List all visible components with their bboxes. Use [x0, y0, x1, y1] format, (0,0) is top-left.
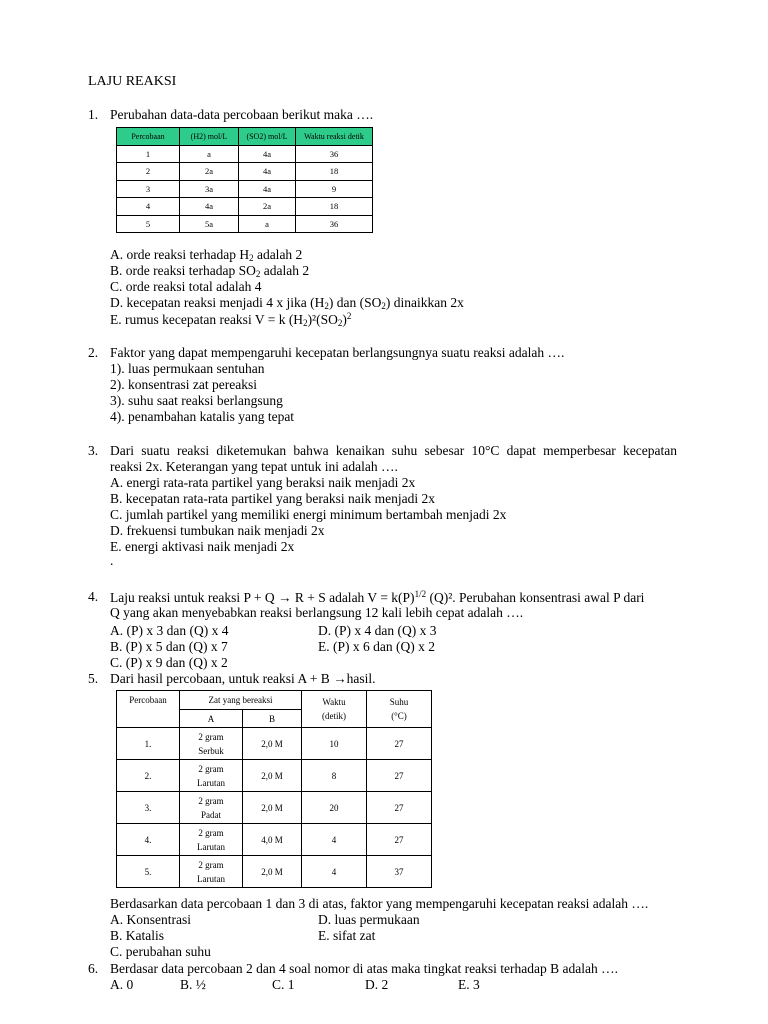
- table-cell: 9: [296, 180, 373, 198]
- q1-option-d: [110, 295, 464, 311]
- table-cell: 3: [117, 180, 180, 198]
- q6-option-b: B. ½: [180, 977, 206, 992]
- table-cell: 27: [367, 728, 432, 760]
- q6-number: 6.: [88, 961, 99, 976]
- q5-header-suhu-label: Suhu: [389, 697, 409, 707]
- table-cell: 1.: [117, 728, 180, 760]
- table-cell: 4a: [239, 163, 296, 181]
- table-cell: 2: [117, 163, 180, 181]
- q4-text-line1-end: (Q)². Perubahan konsentrasi awal P dari: [426, 590, 645, 605]
- q5-header-waktu-label: Waktu: [322, 697, 346, 707]
- q2-item-1: 1). luas permukaan sentuhan: [110, 361, 265, 376]
- table-row: [117, 728, 432, 760]
- q5-option-a: A. Konsentrasi: [110, 912, 191, 927]
- q1-header-h2: (H2) mol/L: [180, 128, 239, 146]
- table-cell: 4a: [239, 180, 296, 198]
- table-cell: 2a: [239, 198, 296, 216]
- q2-text: Faktor yang dapat mempengaruhi kecepatan berlangsungnya suatu reaksi adalah ….: [110, 345, 565, 360]
- table-cell: 18: [296, 163, 373, 181]
- table-cell: 4: [302, 856, 367, 888]
- table-cell: [180, 824, 243, 856]
- q3-option-d: D. frekuensi tumbukan naik menjadi 2x: [110, 523, 325, 538]
- q1-option-c: C. orde reaksi total adalah 4: [110, 279, 262, 294]
- q2-number: 2.: [88, 345, 99, 360]
- table-cell: 4a: [180, 198, 239, 216]
- superscript: 2: [346, 311, 352, 321]
- table-cell: 4: [302, 824, 367, 856]
- q4-option-e: E. (P) x 6 dan (Q) x 2: [318, 639, 435, 654]
- table-cell: 3.: [117, 792, 180, 824]
- cell-line: Serbuk: [198, 745, 224, 756]
- table-cell: 10: [302, 728, 367, 760]
- q5-option-c: C. perubahan suhu: [110, 944, 211, 959]
- q6-option-a: A. 0: [110, 977, 134, 992]
- q5-header-suhu-unit: (°C): [391, 711, 407, 721]
- q1-option-a-text-end: adalah 2: [253, 247, 303, 262]
- q2-item-3: 3). suhu saat reaksi berlangsung: [110, 393, 283, 408]
- table-row: [117, 180, 373, 198]
- q4-text-line1-start: Laju reaksi untuk reaksi P + Q → R + S adalah V = k(P): [110, 590, 415, 605]
- q1-data-table: [116, 127, 373, 233]
- q3-text-line2: reaksi 2x. Keterangan yang tepat untuk ini adalah ….: [110, 459, 398, 474]
- cell-line: Larutan: [197, 873, 225, 884]
- cell-line: 2 gram: [198, 763, 224, 774]
- subscript: 2: [337, 318, 343, 328]
- table-cell: 27: [367, 824, 432, 856]
- q4-option-a: A. (P) x 3 dan (Q) x 4: [110, 623, 229, 638]
- q4-option-c: C. (P) x 9 dan (Q) x 2: [110, 655, 228, 670]
- table-cell: 2,0 M: [243, 856, 302, 888]
- q1-option-d-text: D. kecepatan reaksi menjadi 4 x jika (H: [110, 295, 325, 310]
- q1-option-d-text-mid: ) dan (SO: [328, 295, 382, 310]
- subscript: 2: [249, 253, 254, 263]
- q5-number: 5.: [88, 671, 99, 686]
- table-cell: 27: [367, 792, 432, 824]
- table-cell: a: [239, 215, 296, 233]
- q1-option-b-text: B. orde reaksi terhadap SO: [110, 263, 256, 278]
- table-row: [117, 760, 432, 792]
- table-cell: 2,0 M: [243, 760, 302, 792]
- table-row: [117, 215, 373, 233]
- cell-line: 2 gram: [198, 795, 224, 806]
- cell-line: 2 gram: [198, 827, 224, 838]
- subscript: 2: [381, 301, 386, 311]
- table-cell: 4: [117, 198, 180, 216]
- table-cell: [180, 792, 243, 824]
- q4-text-line2: Q yang akan menyebabkan reaksi berlangsung 12 kali lebih cepat adalah ….: [110, 605, 524, 620]
- table-cell: 3a: [180, 180, 239, 198]
- q1-header-waktu: Waktu reaksi detik: [296, 128, 373, 146]
- q4-option-b: B. (P) x 5 dan (Q) x 7: [110, 639, 228, 654]
- cell-line: Larutan: [197, 841, 225, 852]
- q3-trailing-dot: .: [110, 553, 114, 568]
- q1-header-percobaan: Percobaan: [117, 128, 180, 146]
- q5-header-b: B: [243, 710, 302, 728]
- q3-option-e: E. energi aktivasi naik menjadi 2x: [110, 539, 295, 554]
- cell-line: Larutan: [197, 777, 225, 788]
- q6-option-d: D. 2: [365, 977, 389, 992]
- q3-option-a: A. energi rata-rata partikel yang beraksi naik menjadi 2x: [110, 475, 416, 490]
- q6-text: Berdasar data percobaan 2 dan 4 soal nomor di atas maka tingkat reaksi terhadap B adalah ….: [110, 961, 618, 976]
- table-cell: 8: [302, 760, 367, 792]
- table-row: [117, 145, 373, 163]
- q5-data-table: [116, 690, 432, 888]
- table-cell: 37: [367, 856, 432, 888]
- table-cell: 4,0 M: [243, 824, 302, 856]
- q5-header-percobaan: Percobaan: [117, 691, 180, 728]
- q5-header-zat: Zat yang bereaksi: [180, 691, 302, 710]
- q5-header-waktu-unit: (detik): [322, 711, 346, 721]
- cell-line: Padat: [201, 809, 221, 820]
- q1-option-a: [110, 247, 302, 263]
- q5-option-b: B. Katalis: [110, 928, 164, 943]
- table-cell: 5.: [117, 856, 180, 888]
- q6-option-c: C. 1: [272, 977, 295, 992]
- subscript: 2: [255, 269, 261, 279]
- table-cell: [180, 856, 243, 888]
- q4-text-line1: [110, 589, 677, 606]
- q5-table-header-row: [117, 691, 432, 710]
- cell-line: 2 gram: [198, 859, 224, 870]
- superscript: 1/2: [414, 589, 427, 599]
- table-row: [117, 824, 432, 856]
- q5-header-suhu: [367, 691, 432, 728]
- q1-table-header-row: [117, 128, 373, 146]
- table-cell: 2a: [180, 163, 239, 181]
- q1-option-d-text-end: ) dinaikkan 2x: [385, 295, 464, 310]
- q1-header-so2: (SO2) mol/L: [239, 128, 296, 146]
- q3-text-line1: Dari suatu reaksi diketemukan bahwa kenaikan suhu sebesar 10°C dapat memperbesar kecepatan: [110, 443, 677, 458]
- table-cell: 27: [367, 760, 432, 792]
- table-row: [117, 163, 373, 181]
- table-cell: a: [180, 145, 239, 163]
- subscript: 2: [303, 318, 308, 328]
- table-row: [117, 198, 373, 216]
- q4-number: 4.: [88, 589, 99, 604]
- q1-option-e: [110, 311, 351, 328]
- table-row: [117, 792, 432, 824]
- page-title: LAJU REAKSI: [88, 74, 177, 89]
- q2-item-2: 2). konsentrasi zat pereaksi: [110, 377, 257, 392]
- q4-option-d: D. (P) x 4 dan (Q) x 3: [318, 623, 437, 638]
- table-cell: 36: [296, 145, 373, 163]
- table-cell: 36: [296, 215, 373, 233]
- table-row: [117, 856, 432, 888]
- table-cell: 5: [117, 215, 180, 233]
- q3-number: 3.: [88, 443, 99, 458]
- table-cell: 4a: [239, 145, 296, 163]
- q1-number: 1.: [88, 107, 99, 122]
- subscript: 2: [324, 301, 329, 311]
- table-cell: 2.: [117, 760, 180, 792]
- table-cell: [180, 760, 243, 792]
- table-cell: 1: [117, 145, 180, 163]
- q1-option-e-text: E. rumus kecepatan reaksi V = k (H: [110, 312, 304, 327]
- table-cell: [180, 728, 243, 760]
- q5-text: Dari hasil percobaan, untuk reaksi A + B →hasil.: [110, 671, 376, 686]
- q6-option-e: E. 3: [458, 977, 480, 992]
- q2-item-4: 4). penambahan katalis yang tepat: [110, 409, 295, 424]
- q1-option-e-text-end: ): [342, 312, 347, 327]
- table-cell: 4.: [117, 824, 180, 856]
- q5-option-e: E. sifat zat: [318, 928, 376, 943]
- table-cell: 5a: [180, 215, 239, 233]
- q5-after-text: Berdasarkan data percobaan 1 dan 3 di atas, faktor yang mempengaruhi kecepatan reaksi adalah ….: [110, 896, 649, 911]
- q1-text: Perubahan data-data percobaan berikut maka ….: [110, 107, 374, 122]
- q1-option-a-text: A. orde reaksi terhadap H: [110, 247, 250, 262]
- q1-option-e-text-mid: )²(SO: [307, 312, 338, 327]
- q3-option-c: C. jumlah partikel yang memiliki energi minimum bertambah menjadi 2x: [110, 507, 507, 522]
- cell-line: 2 gram: [198, 731, 224, 742]
- q5-header-a: A: [180, 710, 243, 728]
- q1-option-b-text-end: adalah 2: [260, 263, 310, 278]
- q3-option-b: B. kecepatan rata-rata partikel yang beraksi naik menjadi 2x: [110, 491, 435, 506]
- q1-option-b: [110, 263, 309, 279]
- table-cell: 2,0 M: [243, 792, 302, 824]
- q5-header-waktu: [302, 691, 367, 728]
- table-cell: 18: [296, 198, 373, 216]
- table-cell: 2,0 M: [243, 728, 302, 760]
- q5-option-d: D. luas permukaan: [318, 912, 420, 927]
- table-cell: 20: [302, 792, 367, 824]
